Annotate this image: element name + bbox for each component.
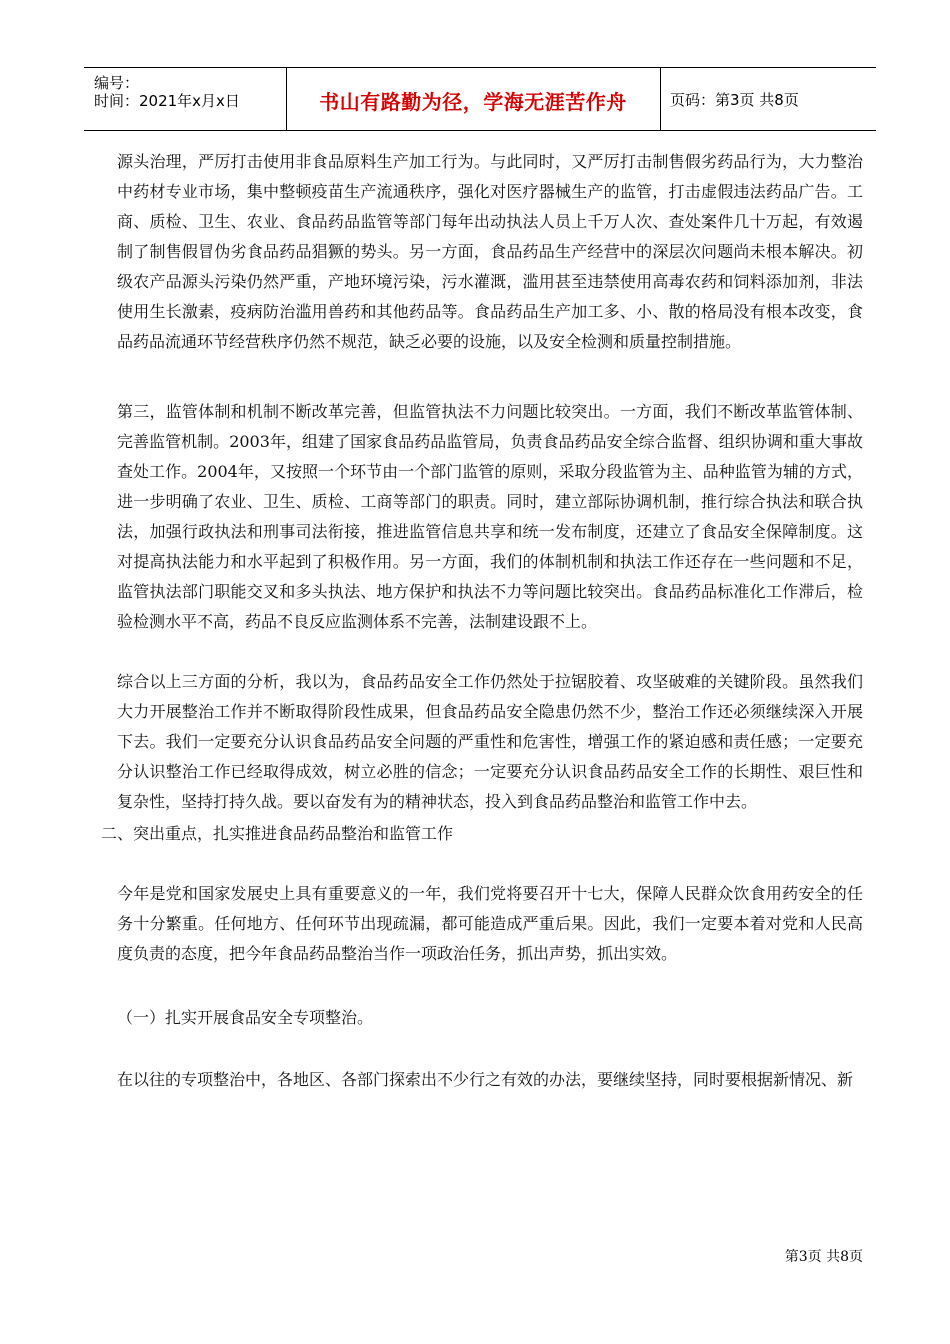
body-paragraph: 综合以上三方面的分析，我以为，食品药品安全工作仍然处于拉锯胶着、攻坚破难的关键阶段。虽然我们大力开展整治工作并不断取得阶段性成果，但食品药品安全隐患仍然不少，整治工作还必须继续深入开展下去。我们一定要充分认识食品药品安全问题的严重性和危害性，增强工作的紧迫感和责任感；一定要充分认识整治工作已经取得成效，树立必胜的信念；一定要充分认识食品药品安全工作的长期性、艰巨性和复杂性，坚持打持久战。要以奋发有为的精神状态，投入到食品药品整治和监管工作中去。 xyxy=(117,672,863,811)
section-heading: 二、突出重点，扎实推进食品药品整治和监管工作 xyxy=(101,824,454,843)
page-footer: 第3页 共8页 xyxy=(784,1249,863,1265)
page-header xyxy=(84,67,876,131)
header-meta-cell xyxy=(84,68,287,130)
header-page-cell xyxy=(660,68,876,130)
header-page-number: 页码：第3页 共8页 xyxy=(670,91,799,109)
body-paragraph: 源头治理，严厉打击使用非食品原料生产加工行为。与此同时，又严厉打击制售假劣药品行为，大力整治中药材专业市场，集中整顿疫苗生产流通秩序，强化对医疗器械生产的监管，打击虚假违法药品广告。工商、质检、卫生、农业、食品药品监管等部门每年出动执法人员上千万人次、查处案件几十万起，有效遏制了制售假冒伪劣食品药品猖獗的势头。另一方面，食品药品生产经营中的深层次问题尚未根本解决。初级农产品源头污染仍然严重，产地环境污染，污水灌溉，滥用甚至违禁使用高毒农药和饲料添加剂，非法使用生长激素，疫病防治滥用兽药和其他药品等。食品药品生产加工多、小、散的格局没有根本改变，食品药品流通环节经营秩序仍然不规范，缺乏必要的设施，以及安全检测和质量控制措施。 xyxy=(117,152,863,351)
body-paragraph: 在以往的专项整治中，各地区、各部门探索出不少行之有效的办法，要继续坚持，同时要根据新情况、新 xyxy=(117,1070,854,1089)
document-body xyxy=(101,147,863,1095)
body-paragraph: 第三，监管体制和机制不断改革完善，但监管执法不力问题比较突出。一方面，我们不断改革监管体制、完善监管机制。2003年，组建了国家食品药品监管局，负责食品药品安全综合监督、组织协调和重大事故查处工作。2004年，又按照一个环节由一个部门监管的原则，采取分段监管为主、品种监管为辅的方式，进一步明确了农业、卫生、质检、工商等部门的职责。同时，建立部际协调机制，推行综合执法和联合执法，加强行政执法和刑事司法衔接，推进监管信息共享和统一发布制度，还建立了食品安全保障制度。这对提高执法能力和水平起到了积极作用。另一方面，我们的体制机制和执法工作还存在一些问题和不足，监管执法部门职能交叉和多头执法、地方保护和执法不力等问题比较突出。食品药品标准化工作滞后，检验检测水平不高，药品不良反应监测体系不完善，法制建设跟不上。 xyxy=(117,402,863,631)
header-motto: 书山有路勤为径，学海无涯苦作舟 xyxy=(319,90,627,114)
document-time-label: 时间：2021年x月x日 xyxy=(94,92,240,110)
document-number-label: 编号： xyxy=(94,74,140,92)
body-paragraph: 今年是党和国家发展史上具有重要意义的一年，我们党将要召开十七大，保障人民群众饮食用药安全的任务十分繁重。任何地方、任何环节出现疏漏，都可能造成严重后果。因此，我们一定要本着对党和人民高度负责的态度，把今年食品药品整治当作一项政治任务，抓出声势，抓出实效。 xyxy=(117,884,863,963)
header-motto-cell xyxy=(286,68,661,130)
subsection-heading: （一）扎实开展食品安全专项整治。 xyxy=(117,1008,374,1027)
